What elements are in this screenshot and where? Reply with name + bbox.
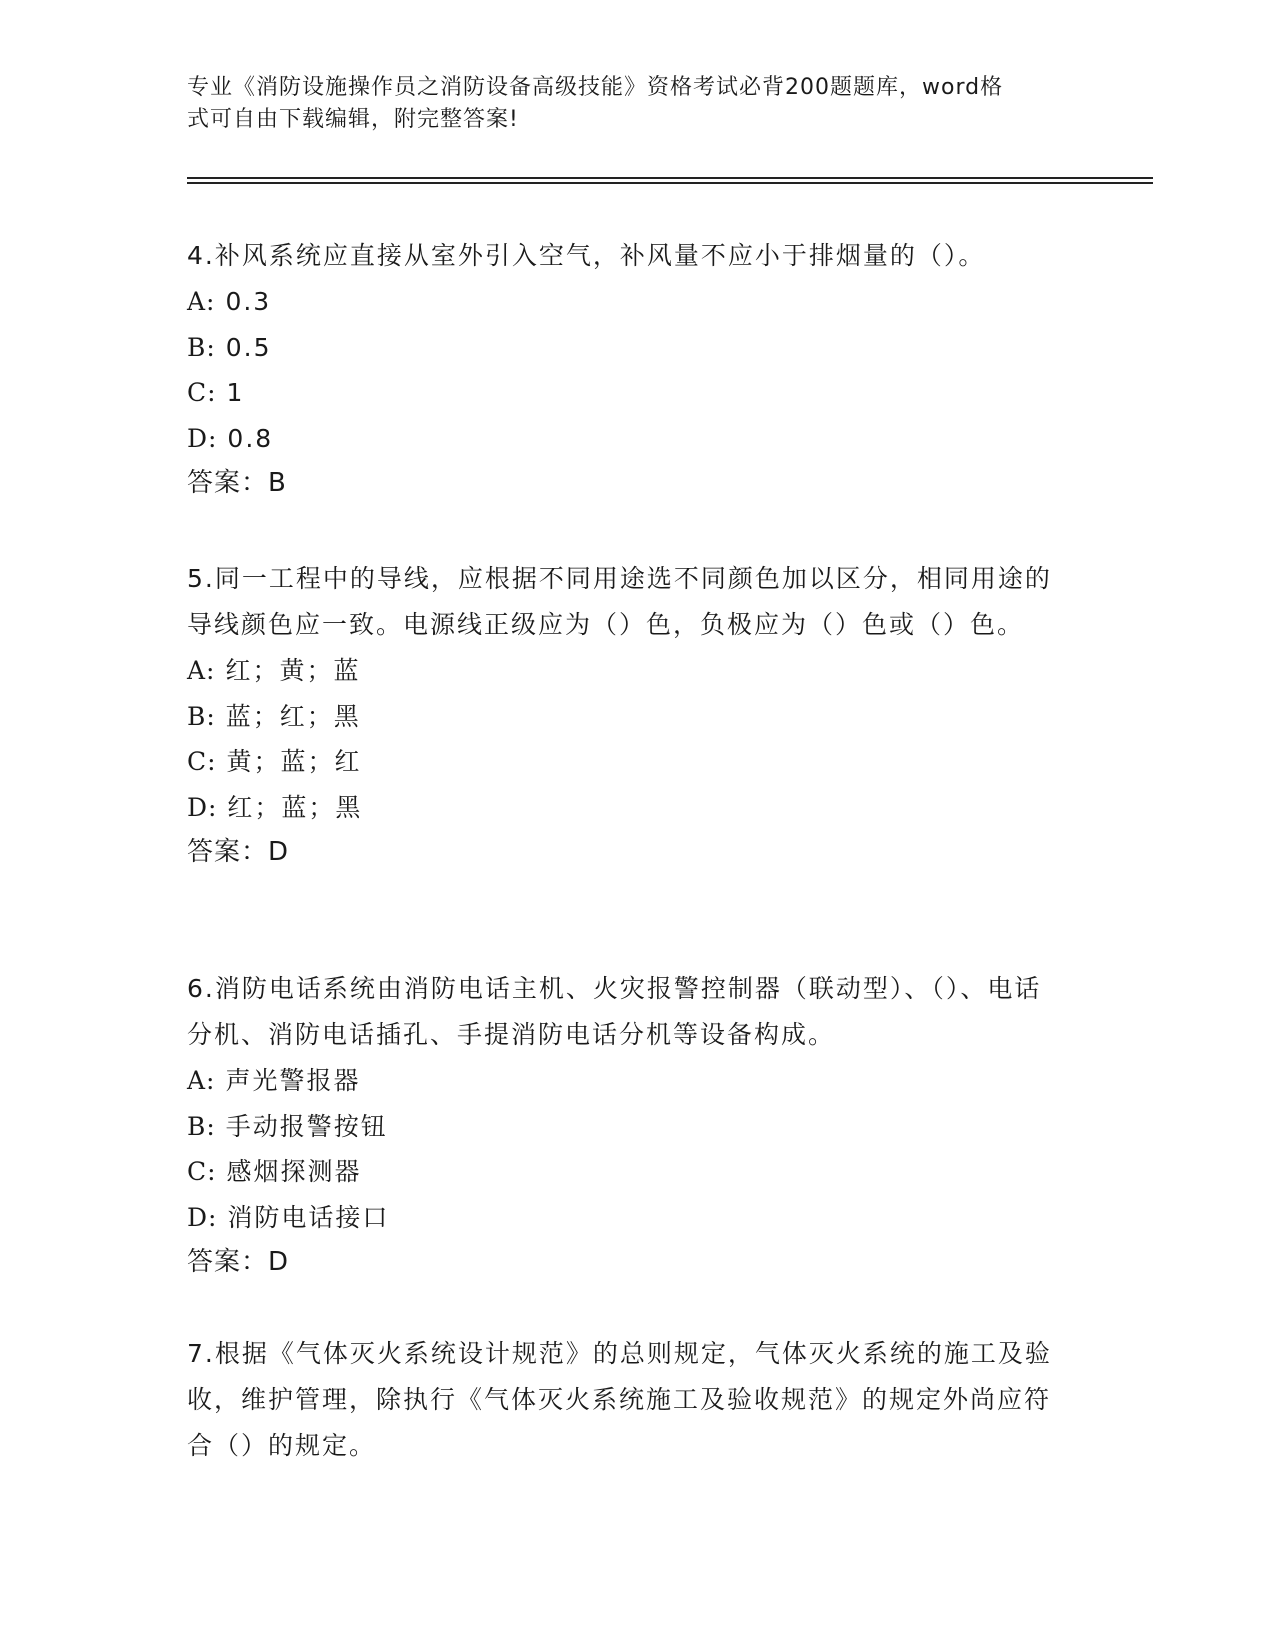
option-a: A: 红；黄；蓝 xyxy=(187,656,361,685)
option-d: D: 红；蓝；黑 xyxy=(187,792,363,822)
option-c: C: 1 xyxy=(187,378,245,407)
question-stem: 7.根据《气体灭火系统设计规范》的总则规定，气体灭火系统的施工及验收，维护管理，除执行《气体灭火系统施工及验收规范》的规定外尚应符合（）的规定。 xyxy=(187,1339,1052,1460)
answer-line: 答案：D xyxy=(187,837,290,867)
document-header xyxy=(187,72,1067,136)
question-stem: 6.消防电话系统由消防电话主机、火灾报警控制器（联动型）、（）、电话分机、消防电话插孔、手提消防电话分机等设备构成。 xyxy=(187,974,1042,1049)
answer-line: 答案：D xyxy=(187,1247,290,1277)
option-d: D: 消防电话接口 xyxy=(187,1202,390,1232)
header-divider-top xyxy=(187,177,1153,179)
question-7 xyxy=(187,1331,1067,1469)
option-b: B: 蓝；红；黑 xyxy=(187,701,361,731)
option-c: C: 黄；蓝；红 xyxy=(187,747,362,776)
option-a: A: 0.3 xyxy=(187,287,272,316)
question-5 xyxy=(187,556,1067,875)
option-c: C: 感烟探测器 xyxy=(187,1157,362,1186)
question-stem: 4.补风系统应直接从室外引入空气，补风量不应小于排烟量的（）。 xyxy=(187,241,986,270)
option-b: B: 手动报警按钮 xyxy=(187,1111,388,1141)
option-d: D: 0.8 xyxy=(187,423,274,453)
question-stem: 5.同一工程中的导线，应根据不同用途选不同颜色加以区分，相同用途的导线颜色应一致。电源线正级应为（）色，负极应为（）色或（）色。 xyxy=(187,564,1052,639)
header-line-2: 式可自由下载编辑，附完整答案! xyxy=(187,107,519,132)
header-divider-bottom xyxy=(187,182,1153,184)
option-a: A: 声光警报器 xyxy=(187,1066,361,1095)
question-4 xyxy=(187,233,1067,506)
answer-line: 答案：B xyxy=(187,468,287,498)
question-6 xyxy=(187,966,1067,1285)
option-b: B: 0.5 xyxy=(187,332,272,362)
header-line-1: 专业《消防设施操作员之消防设备高级技能》资格考试必背200题题库，word格 xyxy=(187,75,1004,100)
